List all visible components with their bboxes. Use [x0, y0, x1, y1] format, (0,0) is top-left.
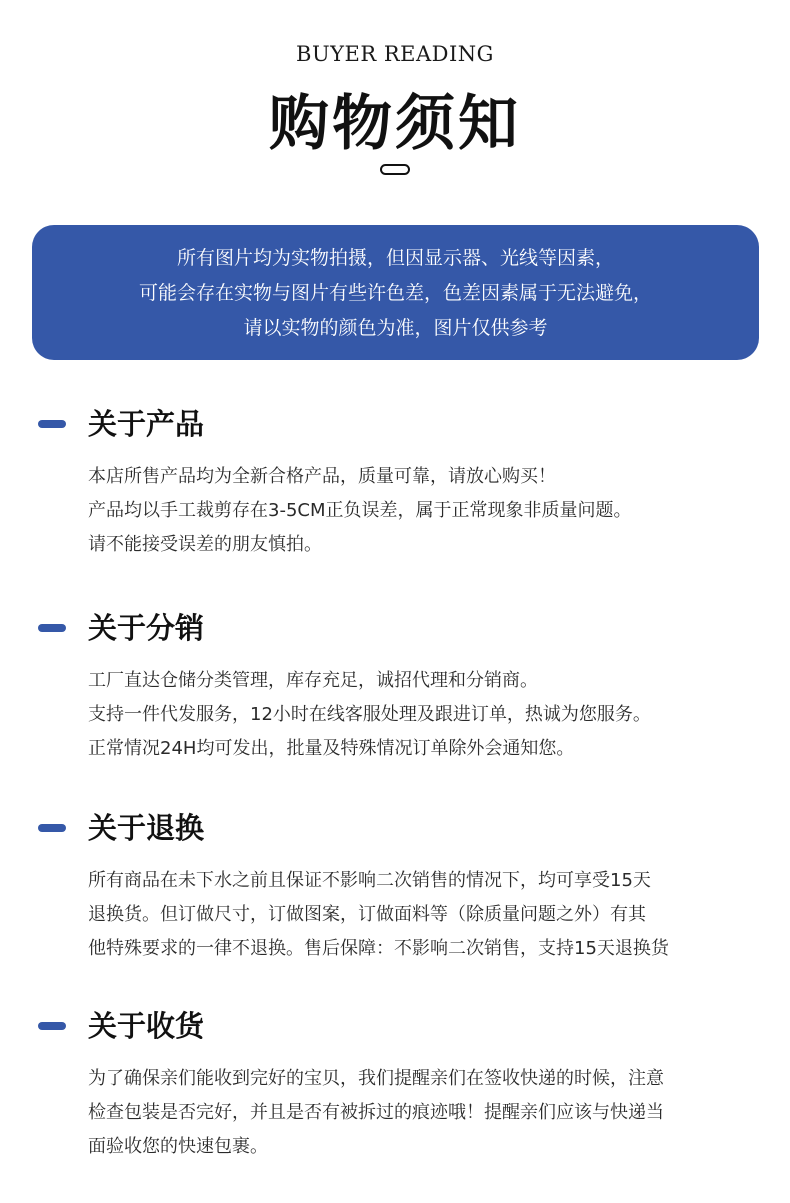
body-line: 正常情况24H均可发出，批量及特殊情况订单除外会通知您。	[88, 738, 575, 759]
page-title: 购物须知	[269, 89, 521, 159]
section-title: 关于收货	[88, 1009, 205, 1043]
body-line: 面验收您的快速包裹。	[88, 1136, 268, 1157]
section-heading-products	[38, 404, 538, 444]
body-line: 支持一件代发服务，12小时在线客服处理及跟进订单，热诚为您服务。	[88, 704, 651, 725]
body-line: 为了确保亲们能收到完好的宝贝，我们提醒亲们在签收快递的时候，注意	[88, 1068, 664, 1089]
notice-line: 所有图片均为实物拍摄，但因显示器、光线等因素，	[176, 247, 614, 269]
section-heading-distribution	[38, 608, 538, 648]
section-body-distribution	[88, 664, 768, 766]
section-body-products	[88, 460, 768, 562]
title-pill-decoration	[380, 164, 410, 175]
notice-line: 可能会存在实物与图片有些许色差，色差因素属于无法避免，	[138, 282, 652, 304]
section-title: 关于产品	[88, 407, 205, 441]
section-bar-decoration	[38, 624, 66, 632]
body-line: 工厂直达仓储分类管理，库存充足，诚招代理和分销商。	[88, 670, 538, 691]
body-line: 本店所售产品均为全新合格产品，质量可靠，请放心购买！	[88, 466, 556, 487]
body-line: 产品均以手工裁剪存在3-5CM正负误差，属于正常现象非质量问题。	[88, 500, 632, 521]
section-bar-decoration	[38, 824, 66, 832]
header-subtitle: BUYER READING	[296, 42, 494, 66]
section-title: 关于退换	[88, 811, 205, 845]
section-heading-returns	[38, 808, 538, 848]
section-title: 关于分销	[88, 611, 205, 645]
body-line: 退换货。但订做尺寸，订做图案，订做面料等（除质量问题之外）有其	[88, 904, 646, 925]
section-bar-decoration	[38, 1022, 66, 1030]
notice-line: 请以实物的颜色为准，图片仅供参考	[243, 317, 548, 339]
section-body-receiving	[88, 1062, 768, 1164]
notice-box	[32, 225, 759, 360]
section-bar-decoration	[38, 420, 66, 428]
section-heading-receiving	[38, 1006, 538, 1046]
body-line: 检查包装是否完好，并且是否有被拆过的痕迹哦！提醒亲们应该与快递当	[88, 1102, 664, 1123]
section-body-returns	[88, 864, 768, 966]
body-line: 请不能接受误差的朋友慎拍。	[88, 534, 322, 555]
body-line: 所有商品在未下水之前且保证不影响二次销售的情况下，均可享受15天	[88, 870, 651, 891]
body-line: 他特殊要求的一律不退换。售后保障：不影响二次销售，支持15天退换货	[88, 938, 669, 959]
